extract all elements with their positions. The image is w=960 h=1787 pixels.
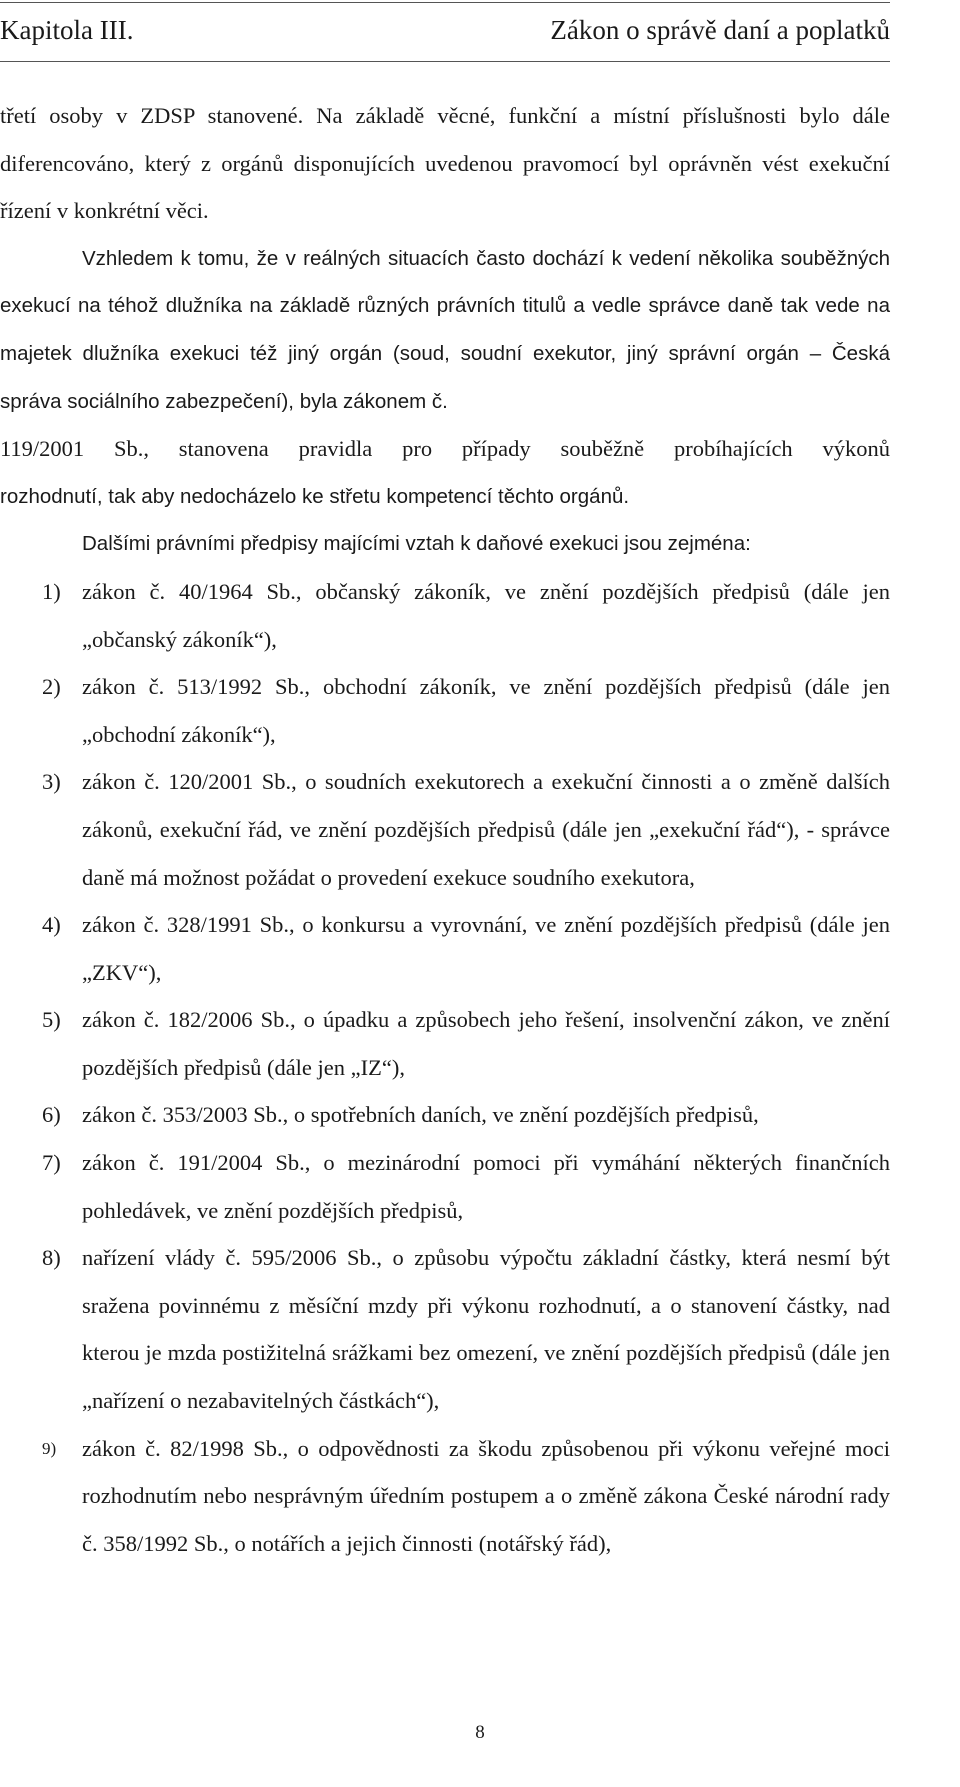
- paragraph-line: rozhodnutí, tak aby nedocházelo ke střetu kompetencí těchto orgánů.: [0, 484, 630, 508]
- list-item: [0, 1091, 890, 1139]
- list-item: [0, 663, 890, 758]
- running-header: [0, 2, 890, 62]
- list-text: zákon č. 120/2001 Sb., o soudních exekutorech a exekuční činnosti a o změně dalších zákonů, exekuční řád, ve znění pozdějších předpisů (dále jen „exekuční řád“), - správce daně má možnost požádat o provedení exekuce soudního exekutora,: [82, 769, 890, 890]
- list-item: [0, 1234, 890, 1424]
- list-item: [0, 1425, 890, 1568]
- list-text: zákon č. 513/1992 Sb., obchodní zákoník, ve znění pozdějších předpisů (dále jen „obchodní zákoník“),: [82, 674, 890, 747]
- list-number: 8): [42, 1245, 61, 1271]
- list-text: zákon č. 82/1998 Sb., o odpovědnosti za škodu způsobenou při výkonu veřejné moci rozhodnutím nebo nesprávným úředním postupem a o změně zákona České národní rady č. 358/1992 Sb., o notářích a jejich činnosti (notářský řád),: [82, 1435, 890, 1556]
- list-text: zákon č. 328/1991 Sb., o konkursu a vyrovnání, ve znění pozdějších předpisů (dále jen „ZKV“),: [82, 912, 890, 985]
- list-item: [0, 758, 890, 901]
- paragraph-line: 119/2001 Sb., stanovena pravidla pro případy souběžně probíhajících výkonů: [0, 436, 890, 462]
- list-text: zákon č. 191/2004 Sb., o mezinárodní pomoci při vymáhání některých finančních pohledávek, ve znění pozdějších předpisů,: [82, 1150, 890, 1223]
- list-item: [0, 1139, 890, 1234]
- law-list: [0, 568, 890, 1567]
- paragraph: třetí osoby v ZDSP stanovené. Na základě věcné, funkční a místní příslušnosti bylo dále diferencováno, který z orgánů disponujících uvedenou pravomocí byl oprávněn vést exekuční řízení v konkrétní věci.: [0, 103, 890, 224]
- list-number: 1): [42, 578, 61, 604]
- list-number: 3): [42, 769, 61, 795]
- list-number: 5): [42, 1007, 61, 1033]
- list-item: [0, 901, 890, 996]
- paragraph: Vzhledem k tomu, že v reálných situacích často dochází k vedení několika souběžných exekucí na téhož dlužníka na základě různých právních titulů a vedle správce daně tak vede na majetek dlužníka exekuci též jiný orgán (soud, soudní exekutor, jiný správní orgán – Česká správa sociálního zabezpečení), byla zákonem č.: [0, 246, 890, 413]
- page-number: 8: [475, 1722, 485, 1743]
- list-text: zákon č. 40/1964 Sb., občanský zákoník, ve znění pozdějších předpisů (dále jen „občanský zákoník“),: [82, 578, 890, 652]
- list-text: zákon č. 353/2003 Sb., o spotřebních daních, ve znění pozdějších předpisů,: [82, 1102, 759, 1128]
- list-number: 9): [42, 1438, 57, 1458]
- list-text: nařízení vlády č. 595/2006 Sb., o způsobu výpočtu základní částky, která nesmí být sražena povinnému z měsíční mzdy při výkonu rozhodnutí, a o stanovení částky, nad kterou je mzda postižitelná srážkami bez omezení, ve znění pozdějších předpisů (dále jen „nařízení o nezabavitelných částkách“),: [82, 1245, 890, 1414]
- chapter-label: Kapitola III.: [0, 15, 134, 45]
- list-number: 4): [42, 912, 61, 938]
- header-title: Zákon o správě daní a poplatků: [550, 15, 890, 45]
- list-item: [0, 996, 890, 1091]
- list-number: 6): [42, 1102, 61, 1128]
- list-number: 2): [42, 674, 61, 700]
- body-text: [0, 92, 890, 1567]
- list-number: 7): [42, 1150, 61, 1176]
- list-text: zákon č. 182/2006 Sb., o úpadku a způsobech jeho řešení, insolvenční zákon, ve znění pozdějších předpisů (dále jen „IZ“),: [82, 1007, 890, 1080]
- list-item: [0, 568, 890, 663]
- list-intro: Dalšími právními předpisy majícími vztah k daňové exekuci jsou zejména:: [82, 532, 751, 556]
